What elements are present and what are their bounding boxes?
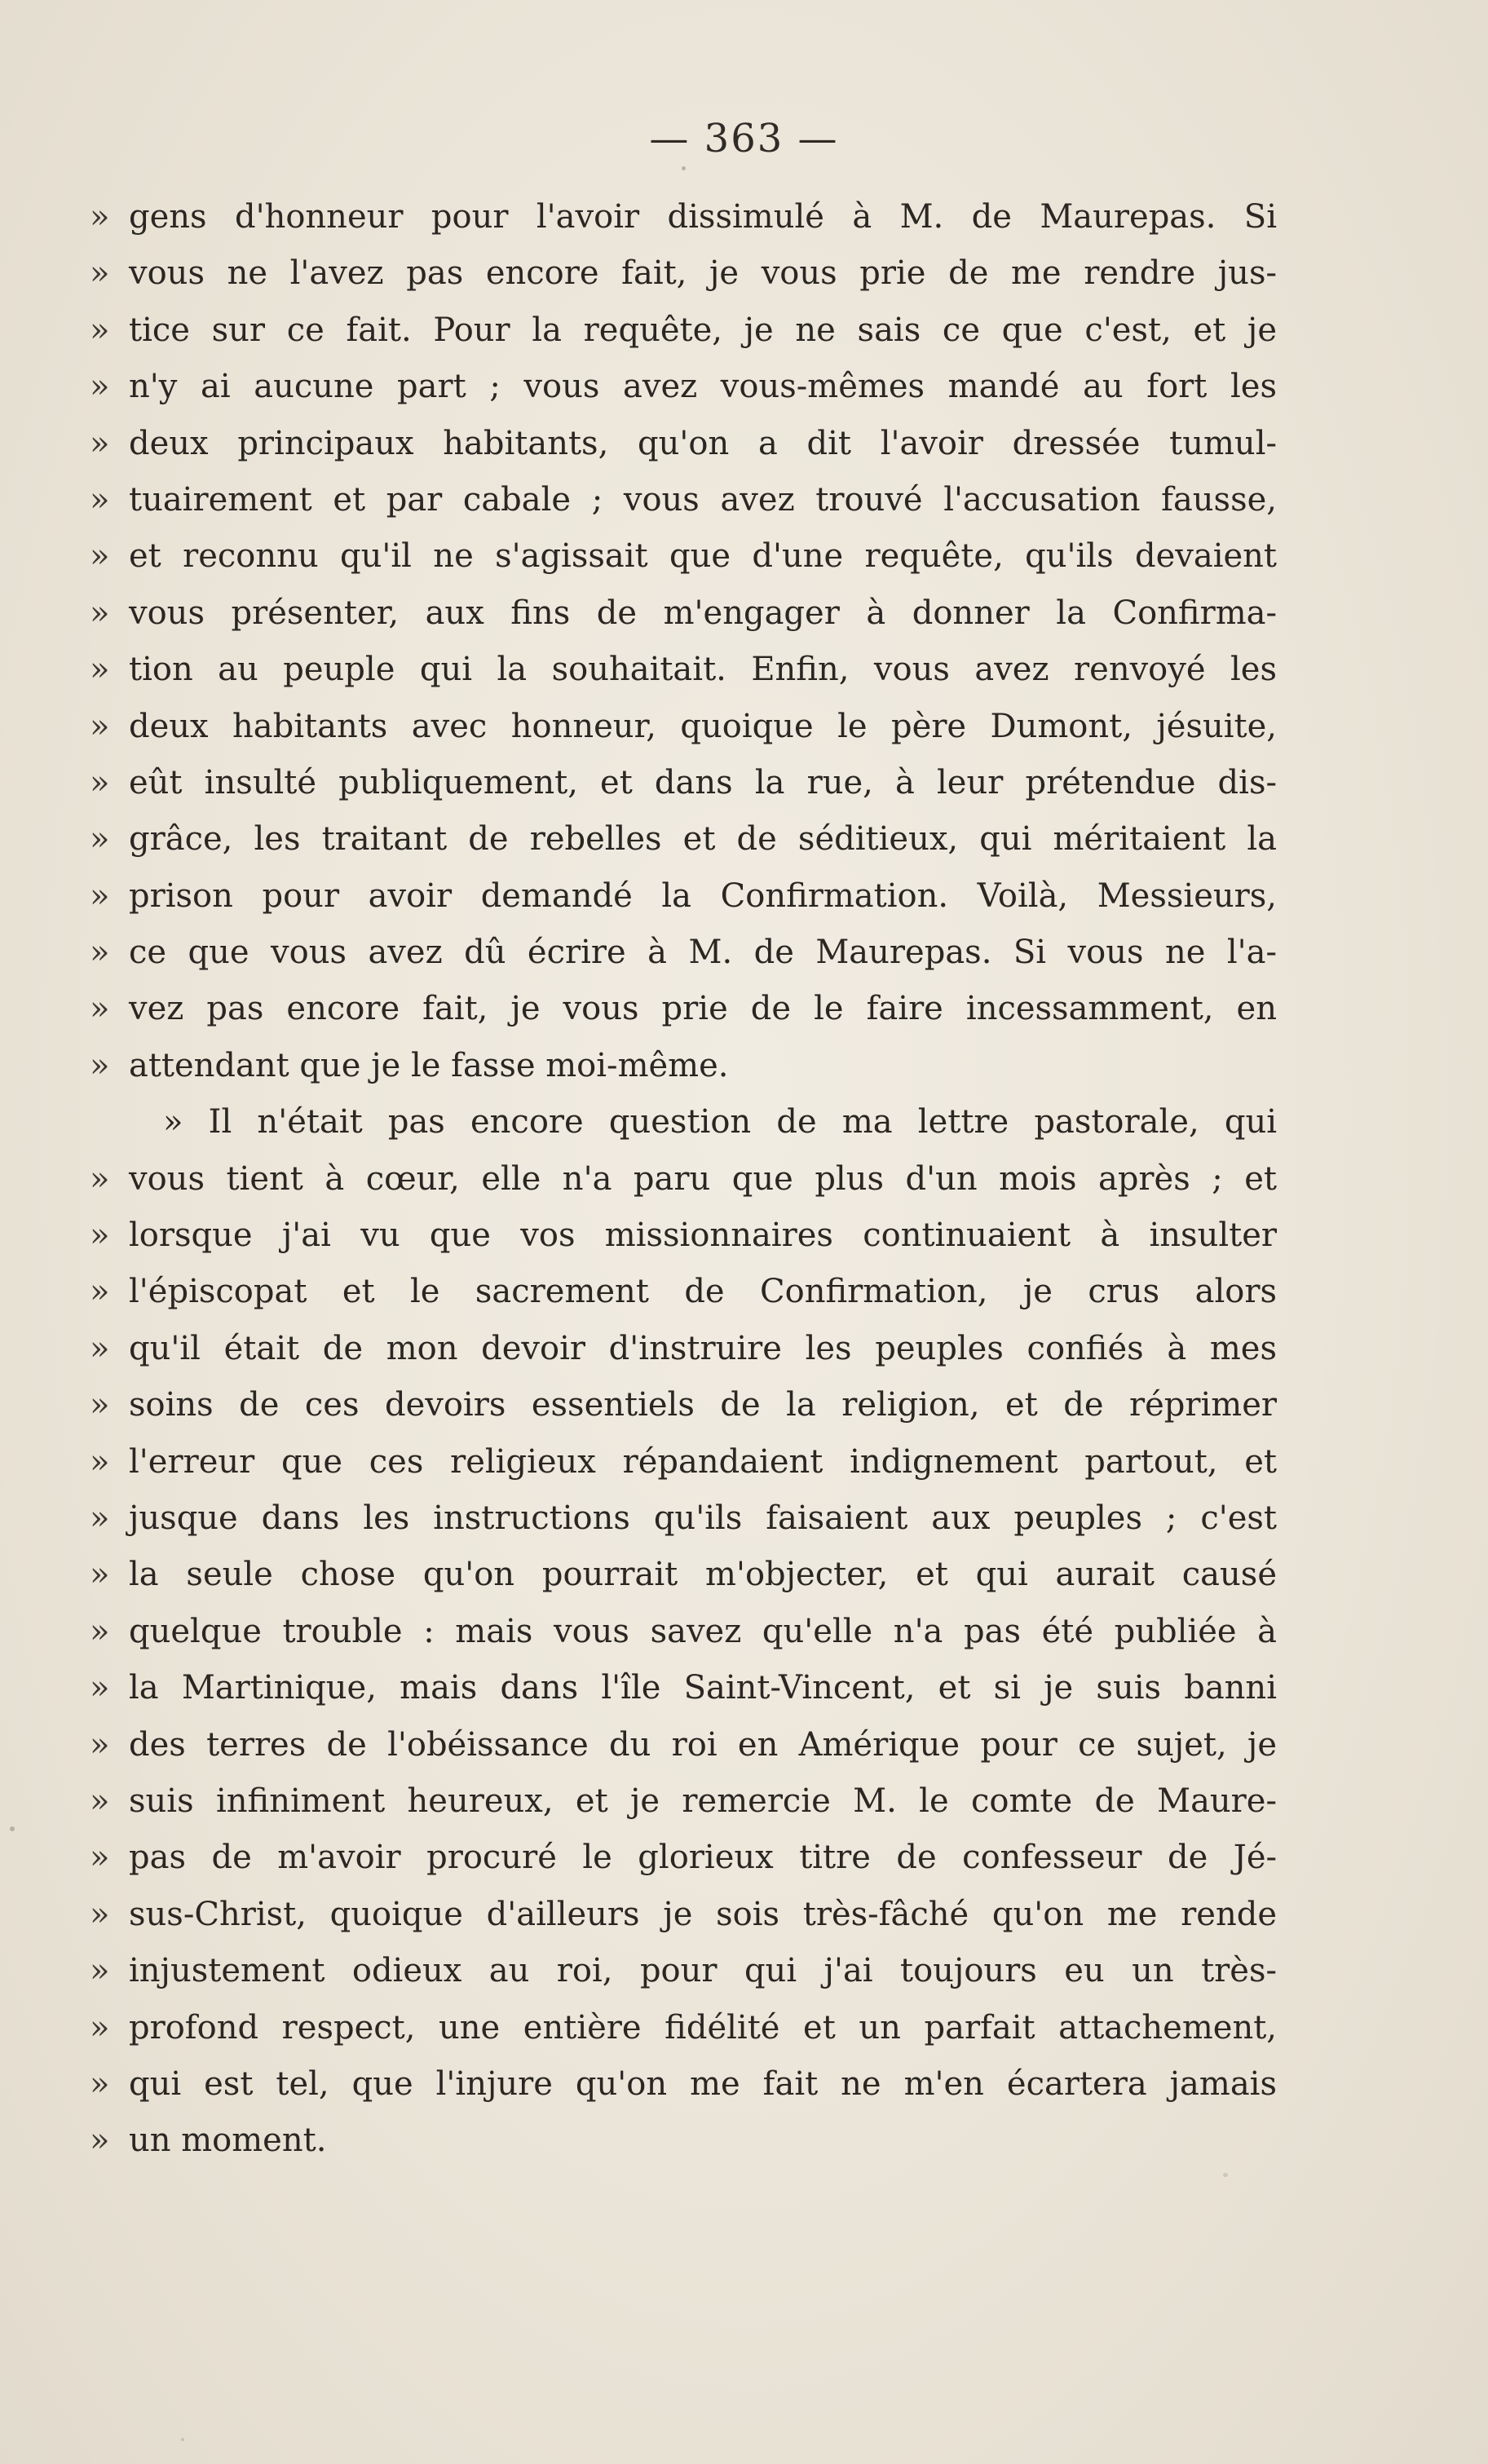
line-text: vous présenter, aux fins de m'engager à donner la Confirma-: [129, 594, 1277, 632]
quotation-mark: »: [90, 2064, 110, 2103]
quotation-mark: »: [90, 1952, 110, 1990]
quotation-mark: »: [90, 1386, 110, 1424]
line-text: lorsque j'ai vu que vos missionnaires continuaient à insulter: [129, 1217, 1277, 1255]
line-text: la Martinique, mais dans l'île Saint-Vincent, et si je suis banni: [129, 1669, 1277, 1707]
line-text: deux habitants avec honneur, quoique le père Dumont, jésuite,: [129, 707, 1277, 745]
line-text: qu'il était de mon devoir d'instruire les peuples confiés à mes: [129, 1329, 1277, 1367]
line-text: jusque dans les instructions qu'ils faisaient aux peuples ; c'est: [129, 1499, 1277, 1537]
quotation-mark: »: [90, 1895, 110, 1933]
text-line: [90, 1321, 1280, 1377]
line-text: tion au peuple qui la souhaitait. Enfin, vous avez renvoyé les: [129, 651, 1277, 689]
text-line: [90, 585, 1280, 642]
line-text: soins de ces devoirs essentiels de la religion, et de réprimer: [129, 1386, 1277, 1424]
quotation-mark: »: [90, 707, 110, 745]
text-line: [90, 1434, 1280, 1490]
text-line: [90, 1547, 1280, 1603]
line-text: ce que vous avez dû écrire à M. de Maurepas. Si vous ne l'a-: [129, 934, 1277, 972]
text-line: [90, 472, 1280, 528]
text-line: [90, 925, 1280, 981]
line-text: suis infiniment heureux, et je remercie M. le comte de Maure-: [129, 1782, 1277, 1820]
line-text: sus-Christ, quoique d'ailleurs je sois très-fâché qu'on me rende: [129, 1895, 1277, 1933]
quotation-mark: »: [90, 651, 110, 689]
quotation-mark: »: [90, 2122, 110, 2160]
text-line: [90, 1717, 1280, 1773]
quotation-mark: »: [90, 877, 110, 915]
text-line: [90, 642, 1280, 698]
paper-speck: [682, 166, 686, 170]
line-text: l'erreur que ces religieux répandaient indignement partout, et: [129, 1442, 1277, 1481]
quotation-mark: »: [90, 1046, 110, 1084]
quotation-mark: »: [90, 1782, 110, 1820]
text-line: [90, 1604, 1280, 1660]
page-number: — 363 —: [649, 116, 839, 161]
quotation-mark: »: [90, 763, 110, 801]
text-line: [90, 811, 1280, 868]
quotation-mark: »: [90, 537, 110, 576]
text-line: [90, 1490, 1280, 1547]
text-line: [90, 416, 1280, 472]
quotation-mark: »: [90, 254, 110, 293]
text-line: [90, 1660, 1280, 1716]
text-line: [90, 1151, 1280, 1208]
quotation-mark: »: [90, 1217, 110, 1255]
text-line: [90, 755, 1280, 811]
quotation-mark: »: [90, 594, 110, 632]
line-text: vous tient à cœur, elle n'a paru que plus d'un mois après ; et: [129, 1159, 1277, 1198]
paper-speck: [10, 1826, 15, 1831]
text-line: [90, 302, 1280, 359]
quotation-mark: »: [90, 480, 110, 519]
line-text: profond respect, une entière fidélité et un parfait attachement,: [129, 2008, 1277, 2047]
line-text: gens d'honneur pour l'avoir dissimulé à M. de Maurepas. Si: [129, 198, 1277, 236]
quotation-mark: »: [90, 1725, 110, 1764]
line-text: injustement odieux au roi, pour qui j'ai toujours eu un très-: [129, 1952, 1277, 1990]
line-text: l'épiscopat et le sacrement de Confirmation, je crus alors: [129, 1273, 1277, 1311]
line-text: un moment.: [129, 2122, 327, 2160]
line-text: » Il n'était pas encore question de ma lettre pastorale, qui: [163, 1103, 1277, 1141]
line-text: prison pour avoir demandé la Confirmation. Voilà, Messieurs,: [129, 877, 1277, 915]
line-text: tice sur ce fait. Pour la requête, je ne sais ce que c'est, et je: [129, 311, 1277, 349]
quotation-mark: »: [90, 1839, 110, 1877]
body-text: [90, 189, 1280, 2170]
quotation-mark: »: [90, 934, 110, 972]
text-line: [90, 1038, 1280, 1094]
quotation-mark: »: [90, 424, 110, 462]
line-text: grâce, les traitant de rebelles et de séditieux, qui méritaient la: [129, 820, 1277, 859]
line-text: deux principaux habitants, qu'on a dit l'avoir dressée tumul-: [129, 424, 1277, 462]
line-text: vous ne l'avez pas encore fait, je vous prie de me rendre jus-: [129, 254, 1277, 293]
paper-speck: [1223, 2173, 1228, 2177]
text-line: [90, 1094, 1280, 1150]
text-line: [90, 1773, 1280, 1830]
quotation-mark: »: [90, 1442, 110, 1481]
text-line: [90, 2000, 1280, 2056]
quotation-mark: »: [90, 1159, 110, 1198]
text-line: [90, 1830, 1280, 1886]
line-text: tuairement et par cabale ; vous avez trouvé l'accusation fausse,: [129, 480, 1277, 519]
text-line: [90, 1943, 1280, 1999]
line-text: n'y ai aucune part ; vous avez vous-mêmes mandé au fort les: [129, 368, 1277, 406]
quotation-mark: »: [90, 311, 110, 349]
quotation-mark: »: [90, 368, 110, 406]
quotation-mark: »: [90, 2008, 110, 2047]
quotation-mark: »: [90, 1329, 110, 1367]
text-line: [90, 1887, 1280, 1943]
paper-speck: [181, 2438, 184, 2441]
text-line: [90, 981, 1280, 1037]
line-text: attendant que je le fasse moi-même.: [129, 1046, 729, 1084]
text-line: [90, 1208, 1280, 1264]
quotation-mark: »: [90, 1669, 110, 1707]
line-text: qui est tel, que l'injure qu'on me fait ne m'en écartera jamais: [129, 2064, 1277, 2103]
line-text: eût insulté publiquement, et dans la rue, à leur prétendue dis-: [129, 763, 1277, 801]
quotation-mark: »: [90, 990, 110, 1028]
quotation-mark: »: [90, 1556, 110, 1594]
line-text: la seule chose qu'on pourrait m'objecter, et qui aurait causé: [129, 1556, 1277, 1594]
quotation-mark: »: [90, 1273, 110, 1311]
text-line: [90, 245, 1280, 302]
quotation-mark: »: [90, 198, 110, 236]
line-text: et reconnu qu'il ne s'agissait que d'une requête, qu'ils devaient: [129, 537, 1277, 576]
text-line: [90, 189, 1280, 245]
text-line: [90, 699, 1280, 755]
text-line: [90, 1377, 1280, 1433]
text-line: [90, 2113, 1280, 2169]
text-line: [90, 359, 1280, 415]
text-line: [90, 1264, 1280, 1320]
text-line: [90, 528, 1280, 585]
quotation-mark: »: [90, 1612, 110, 1650]
quotation-mark: »: [90, 1499, 110, 1537]
quotation-mark: »: [90, 820, 110, 859]
text-line: [90, 2056, 1280, 2113]
line-text: vez pas encore fait, je vous prie de le faire incessamment, en: [129, 990, 1277, 1028]
line-text: quelque trouble : mais vous savez qu'elle n'a pas été publiée à: [129, 1612, 1277, 1650]
line-text: des terres de l'obéissance du roi en Amérique pour ce sujet, je: [129, 1725, 1277, 1764]
text-line: [90, 868, 1280, 925]
line-text: pas de m'avoir procuré le glorieux titre de confesseur de Jé-: [129, 1839, 1277, 1877]
